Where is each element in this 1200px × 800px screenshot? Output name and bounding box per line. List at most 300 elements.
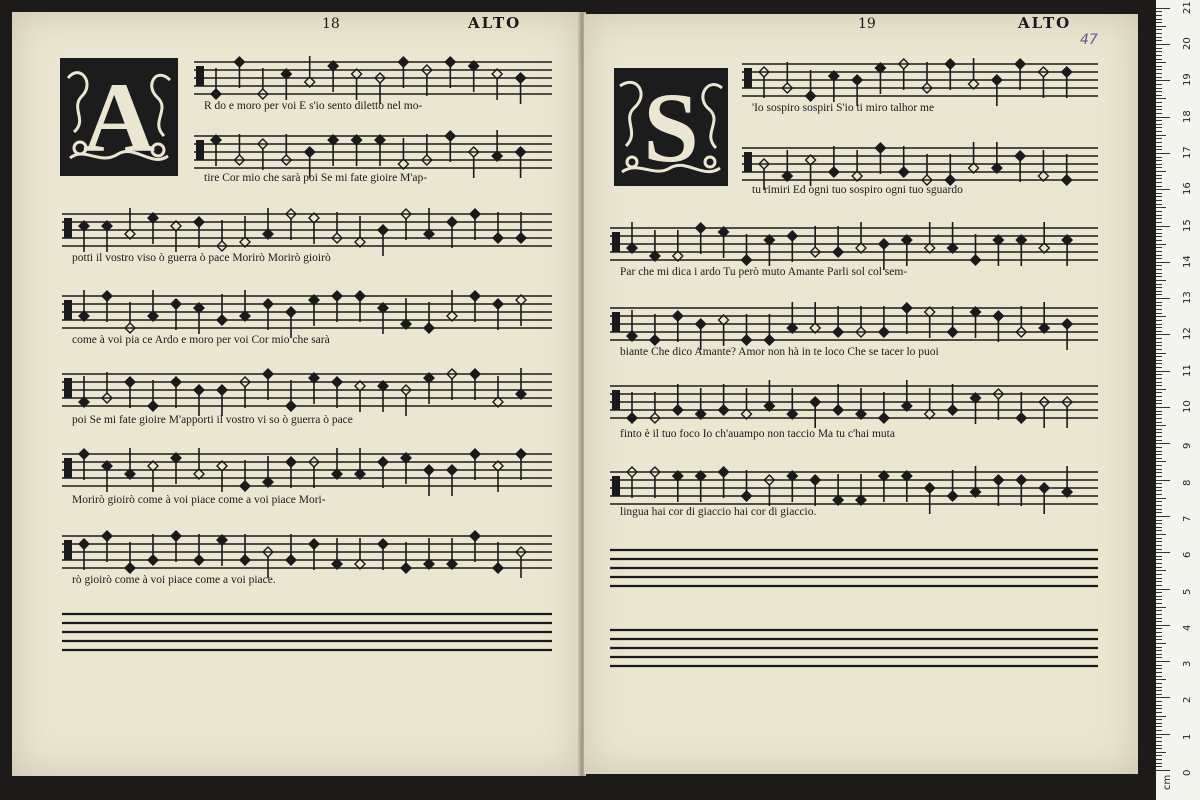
clef-icon	[744, 152, 752, 172]
lyrics-line: rò gioirò come à voi piace come a voi piace.	[72, 574, 276, 586]
note-icon	[696, 471, 706, 502]
ruler-tick	[1156, 465, 1162, 466]
ruler-tick	[1156, 127, 1162, 128]
ruler-tick	[1156, 131, 1162, 132]
ruler-tick	[1156, 636, 1162, 637]
ruler-tick	[1156, 51, 1162, 52]
note-icon	[332, 291, 342, 322]
initial-letter: A	[82, 61, 156, 173]
ruler-tick	[1156, 618, 1162, 619]
ruler-tick	[1156, 175, 1162, 176]
ruler-tick	[1156, 240, 1162, 241]
note-icon	[263, 299, 273, 330]
note-icon	[401, 542, 411, 573]
music-staff	[62, 288, 552, 338]
ruler-tick	[1156, 530, 1162, 531]
ruler-label: 3	[1182, 660, 1193, 668]
note-icon	[171, 453, 181, 484]
ruler-tick	[1156, 222, 1162, 223]
note-icon	[879, 306, 889, 337]
ruler-tick	[1156, 432, 1162, 433]
note-icon	[125, 377, 135, 408]
note-icon	[125, 208, 135, 239]
ruler-tick	[1156, 11, 1162, 12]
ruler-tick	[1156, 153, 1170, 154]
ruler-label: 12	[1182, 327, 1193, 341]
ruler-tick	[1156, 523, 1162, 524]
ruler-tick	[1156, 124, 1162, 125]
ruler-tick	[1156, 501, 1162, 502]
note-icon	[879, 471, 889, 502]
ruler-tick	[1156, 378, 1162, 379]
note-icon	[211, 135, 221, 166]
ruler-tick	[1156, 182, 1162, 183]
music-staff	[610, 300, 1098, 350]
note-icon	[764, 380, 774, 411]
ruler-tick	[1156, 40, 1162, 41]
note-icon	[902, 380, 912, 411]
ruler-tick	[1156, 708, 1162, 709]
ruler-tick	[1156, 440, 1162, 441]
ruler-tick	[1156, 22, 1162, 23]
note-icon	[993, 311, 1003, 342]
note-icon	[378, 381, 388, 412]
note-icon	[925, 483, 935, 514]
ruler-tick	[1156, 62, 1166, 63]
ruler-tick	[1156, 69, 1162, 70]
ruler-tick	[1156, 407, 1170, 408]
ruler-tick	[1156, 672, 1162, 673]
note-icon	[516, 368, 526, 399]
note-icon	[240, 216, 250, 247]
note-icon	[401, 453, 411, 484]
note-icon	[79, 376, 89, 407]
ruler-tick	[1156, 258, 1162, 259]
lyrics-line: lingua hai cor di giaccio hai cor di giaccio.	[620, 506, 817, 518]
measurement-ruler	[1156, 0, 1200, 800]
ruler-label: 15	[1182, 218, 1193, 232]
lyrics-line: Par che mi dica i ardo Tu però muto Amante Parli sol col sem-	[620, 266, 908, 278]
note-icon	[971, 393, 981, 424]
ruler-label: 20	[1182, 37, 1193, 50]
note-icon	[424, 538, 434, 569]
clef-icon	[64, 540, 72, 560]
ruler-tick	[1156, 218, 1162, 219]
ruler-tick	[1156, 737, 1162, 738]
ruler-tick	[1156, 752, 1166, 753]
ruler-tick	[1156, 701, 1162, 702]
note-icon	[650, 230, 660, 261]
ruler-label: 7	[1182, 515, 1193, 522]
ruler-label: 18	[1182, 109, 1193, 123]
ruler-tick	[1156, 316, 1166, 317]
ruler-tick	[1156, 676, 1162, 677]
clef-icon	[744, 68, 752, 88]
ruler-tick	[1156, 527, 1162, 528]
note-icon	[424, 302, 434, 333]
ruler-tick	[1156, 509, 1162, 510]
ruler-tick	[1156, 570, 1166, 571]
ruler-tick	[1156, 770, 1170, 771]
note-icon	[470, 369, 480, 400]
note-icon	[696, 388, 706, 419]
ruler-label: 6	[1182, 551, 1193, 559]
ruler-tick	[1156, 211, 1162, 212]
ruler-tick	[1156, 48, 1162, 49]
note-icon	[829, 71, 839, 102]
lyrics-line: poi Se mi fate gioire M'apporti il vostro vi so ò guerra ò pace	[72, 414, 353, 426]
note-icon	[810, 302, 820, 333]
note-icon	[1016, 235, 1026, 266]
note-icon	[286, 380, 296, 411]
note-icon	[673, 230, 683, 261]
music-staff	[194, 54, 552, 104]
ruler-tick	[1156, 294, 1162, 295]
ruler-tick	[1156, 694, 1162, 695]
note-icon	[355, 381, 365, 412]
ruler-tick	[1156, 313, 1162, 314]
note-icon	[332, 538, 342, 569]
ruler-tick	[1156, 603, 1162, 604]
ruler-tick	[1156, 755, 1162, 756]
note-icon	[148, 213, 158, 244]
clef-icon	[612, 476, 620, 496]
note-icon	[969, 142, 979, 173]
ruler-tick	[1156, 117, 1170, 118]
note-icon	[355, 291, 365, 322]
note-icon	[447, 290, 457, 321]
left-empty-staff	[62, 610, 552, 656]
ruler-tick	[1156, 512, 1162, 513]
ruler-tick	[1156, 374, 1162, 375]
note-icon	[993, 475, 1003, 506]
ruler-tick	[1156, 494, 1162, 495]
note-icon	[102, 221, 112, 252]
note-icon	[401, 298, 411, 329]
ruler-tick	[1156, 84, 1162, 85]
note-icon	[470, 449, 480, 480]
ruler-tick	[1156, 371, 1170, 372]
note-icon	[833, 384, 843, 415]
note-icon	[764, 314, 774, 345]
ruler-tick	[1156, 276, 1162, 277]
note-icon	[492, 69, 502, 100]
ruler-tick	[1156, 578, 1162, 579]
ruler-tick	[1156, 639, 1162, 640]
ruler-tick	[1156, 625, 1170, 626]
ruler-tick	[1156, 389, 1166, 390]
note-icon	[971, 234, 981, 265]
note-icon	[217, 535, 227, 566]
ruler-tick	[1156, 291, 1162, 292]
ruler-tick	[1156, 480, 1170, 481]
ruler-tick	[1156, 353, 1166, 354]
ruler-tick	[1156, 284, 1162, 285]
ruler-tick	[1156, 563, 1162, 564]
ruler-tick	[1156, 349, 1162, 350]
ruler-label: 19	[1182, 73, 1193, 87]
ruler-tick	[1156, 15, 1162, 16]
right-page-header: ALTO	[1018, 14, 1072, 32]
ruler-tick	[1156, 320, 1162, 321]
note-icon	[1062, 319, 1072, 350]
ruler-tick	[1156, 204, 1162, 205]
note-icon	[217, 385, 227, 416]
ruler-tick	[1156, 716, 1166, 717]
note-icon	[171, 377, 181, 408]
note-icon	[286, 457, 296, 488]
ruler-tick	[1156, 476, 1162, 477]
note-icon	[378, 225, 388, 256]
ruler-tick	[1156, 538, 1162, 539]
note-icon	[875, 143, 885, 174]
note-icon	[355, 538, 365, 569]
note-icon	[194, 217, 204, 248]
ruler-label: 2	[1182, 697, 1193, 704]
ruler-tick	[1156, 726, 1162, 727]
note-icon	[424, 373, 434, 404]
ruler-tick	[1156, 91, 1162, 92]
ruler-tick	[1156, 262, 1170, 263]
ruler-tick	[1156, 679, 1166, 680]
ruler-label: 9	[1182, 442, 1193, 450]
ruler-tick	[1156, 610, 1162, 611]
note-icon	[125, 542, 135, 573]
ruler-tick	[1156, 516, 1170, 517]
ruler-tick	[1156, 411, 1162, 412]
ruler-tick	[1156, 392, 1162, 393]
ruler-tick	[1156, 95, 1162, 96]
note-icon	[445, 57, 455, 88]
ruler-tick	[1156, 367, 1162, 368]
ruler-tick	[1156, 229, 1162, 230]
ruler-tick	[1156, 498, 1166, 499]
ruler-tick	[1156, 403, 1162, 404]
note-icon	[79, 449, 89, 480]
note-icon	[1062, 466, 1072, 497]
ruler-tick	[1156, 759, 1162, 760]
ruler-tick	[1156, 581, 1162, 582]
ruler-tick	[1156, 244, 1166, 245]
ruler-tick	[1156, 26, 1166, 27]
ruler-tick	[1156, 345, 1162, 346]
ruler-tick	[1156, 483, 1162, 484]
left-page-number: 18	[322, 16, 340, 32]
note-icon	[925, 388, 935, 419]
ruler-tick	[1156, 73, 1162, 74]
music-staff	[610, 220, 1098, 270]
note-icon	[493, 376, 503, 407]
ruler-tick	[1156, 741, 1162, 742]
ruler-label: 1	[1182, 733, 1193, 740]
note-icon	[492, 130, 502, 161]
note-icon	[833, 226, 843, 257]
note-icon	[1038, 150, 1048, 181]
note-icon	[1062, 67, 1072, 98]
note-icon	[263, 369, 273, 400]
note-icon	[719, 227, 729, 258]
ruler-tick	[1156, 734, 1170, 735]
note-icon	[856, 222, 866, 253]
note-icon	[696, 223, 706, 254]
note-icon	[992, 142, 1002, 173]
ruler-tick	[1156, 37, 1162, 38]
ruler-tick	[1156, 665, 1162, 666]
note-icon	[424, 465, 434, 496]
ruler-tick	[1156, 157, 1162, 158]
ruler-tick	[1156, 193, 1162, 194]
handwritten-folio: 47	[1080, 32, 1098, 48]
ruler-tick	[1156, 338, 1162, 339]
ruler-tick	[1156, 298, 1170, 299]
note-icon	[925, 222, 935, 253]
ruler-tick	[1156, 461, 1166, 462]
right-page-number: 19	[858, 16, 876, 32]
ruler-tick	[1156, 236, 1162, 237]
lyrics-line: tire Cor mio che sarà poi Se mi fate gioire M'ap-	[204, 172, 428, 184]
ruler-tick	[1156, 621, 1162, 622]
note-icon	[470, 209, 480, 240]
music-staff	[610, 378, 1098, 428]
note-icon	[424, 208, 434, 239]
ruler-tick	[1156, 255, 1162, 256]
ruler-tick	[1156, 106, 1162, 107]
note-icon	[719, 384, 729, 415]
note-icon	[806, 155, 816, 186]
ruler-tick	[1156, 135, 1166, 136]
decorated-initial-s	[614, 68, 728, 186]
ruler-tick	[1156, 77, 1162, 78]
ruler-tick	[1156, 287, 1162, 288]
note-icon	[148, 380, 158, 411]
ruler-tick	[1156, 443, 1170, 444]
note-icon	[673, 471, 683, 502]
ruler-tick	[1156, 200, 1162, 201]
ruler-tick	[1156, 505, 1162, 506]
note-icon	[328, 135, 338, 166]
ruler-tick	[1156, 657, 1162, 658]
note-icon	[782, 150, 792, 181]
ruler-tick	[1156, 247, 1162, 248]
ruler-tick	[1156, 331, 1162, 332]
ruler-tick	[1156, 599, 1162, 600]
ruler-tick	[1156, 120, 1162, 121]
note-icon	[992, 75, 1002, 106]
ruler-tick	[1156, 592, 1162, 593]
note-icon	[309, 213, 319, 244]
note-icon	[125, 448, 135, 479]
ruler-tick	[1156, 712, 1162, 713]
note-icon	[447, 465, 457, 496]
ruler-tick	[1156, 705, 1162, 706]
ruler-tick	[1156, 469, 1162, 470]
ruler-tick	[1156, 360, 1162, 361]
ruler-tick	[1156, 309, 1162, 310]
note-icon	[355, 448, 365, 479]
ruler-tick	[1156, 186, 1162, 187]
note-icon	[945, 154, 955, 185]
note-icon	[194, 303, 204, 334]
clef-icon	[612, 232, 620, 252]
lyrics-line: biante Che dico Amante? Amor non hà in te loco Che se tacer lo puoi	[620, 346, 939, 358]
note-icon	[971, 466, 981, 497]
note-icon	[810, 397, 820, 428]
ruler-tick	[1156, 385, 1162, 386]
clef-icon	[196, 66, 204, 86]
note-icon	[806, 70, 816, 101]
ruler-tick	[1156, 29, 1162, 30]
ruler-tick	[1156, 324, 1162, 325]
note-icon	[148, 461, 158, 492]
ruler-tick	[1156, 342, 1162, 343]
ruler-tick	[1156, 534, 1166, 535]
ruler-tick	[1156, 487, 1162, 488]
note-icon	[378, 457, 388, 488]
ruler-tick	[1156, 425, 1166, 426]
note-icon	[673, 384, 683, 415]
note-icon	[627, 222, 637, 253]
note-icon	[79, 539, 89, 570]
clef-icon	[64, 378, 72, 398]
note-icon	[1062, 235, 1072, 266]
ruler-tick	[1156, 556, 1162, 557]
ruler-tick	[1156, 171, 1166, 172]
note-icon	[355, 216, 365, 247]
music-staff	[62, 206, 552, 256]
ruler-tick	[1156, 559, 1162, 560]
note-icon	[211, 68, 221, 99]
ruler-tick	[1156, 233, 1162, 234]
ruler-label: 13	[1182, 291, 1193, 305]
ruler-tick	[1156, 142, 1162, 143]
music-staff	[62, 446, 552, 496]
ruler-tick	[1156, 363, 1162, 364]
clef-icon	[612, 312, 620, 332]
ruler-tick	[1156, 643, 1166, 644]
note-icon	[742, 388, 752, 419]
note-icon	[948, 384, 958, 415]
ruler-tick	[1156, 668, 1162, 669]
ruler-label: 8	[1182, 479, 1193, 486]
ruler-tick	[1156, 59, 1162, 60]
right-empty-staff-1	[610, 546, 1098, 592]
lyrics-line: Morirò gioirò come à voi piace come a voi piace Mori-	[72, 494, 326, 506]
note-icon	[650, 314, 660, 345]
ruler-tick	[1156, 585, 1162, 586]
note-icon	[194, 448, 204, 479]
ruler-tick	[1156, 661, 1170, 662]
note-icon	[948, 306, 958, 337]
ruler-tick	[1156, 454, 1162, 455]
ruler-label: 0	[1182, 769, 1193, 776]
clef-icon	[64, 300, 72, 320]
note-icon	[217, 461, 227, 492]
note-icon	[787, 231, 797, 262]
ruler-tick	[1156, 414, 1162, 415]
ruler-tick	[1156, 196, 1162, 197]
ruler-tick	[1156, 683, 1162, 684]
note-icon	[1039, 302, 1049, 333]
initial-letter: S	[643, 71, 699, 183]
ruler-tick	[1156, 607, 1166, 608]
ruler-label: 16	[1182, 182, 1193, 196]
note-icon	[516, 147, 526, 178]
music-staff	[742, 56, 1098, 106]
note-icon	[352, 135, 362, 166]
ruler-tick	[1156, 80, 1170, 81]
left-page-header: ALTO	[468, 14, 522, 32]
lyrics-line: tu rimiri Ed ogni tuo sospiro ogni tuo sguardo	[752, 184, 963, 196]
